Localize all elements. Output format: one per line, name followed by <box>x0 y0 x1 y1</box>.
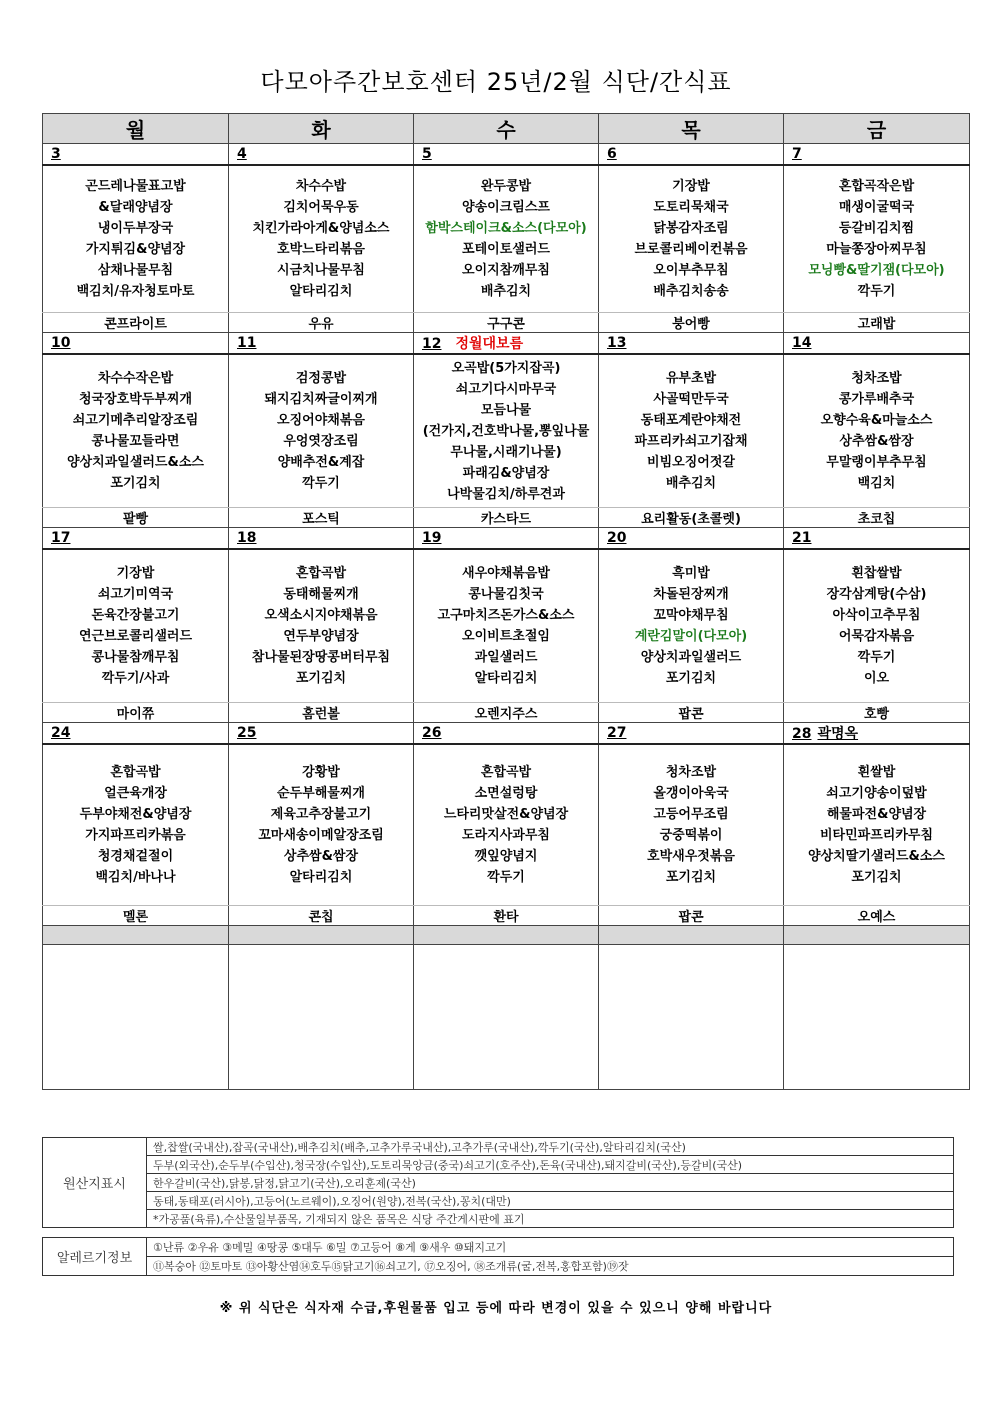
empty-cell <box>784 926 970 945</box>
menu-row <box>43 354 970 508</box>
menu-item: 콩나물꼬들라면 <box>91 434 180 449</box>
date-cell <box>784 723 970 745</box>
menu-item: 깍두기/사과 <box>101 671 170 686</box>
menu-item: 아삭이고추무침 <box>832 608 921 623</box>
date-number: 13 <box>607 335 627 351</box>
weekday-header-wed: 수 <box>414 114 599 144</box>
date-event: 곽명옥 <box>817 726 859 742</box>
menu-item: 검정콩밥 <box>295 371 347 386</box>
menu-item: 파래김&양념장 <box>462 465 550 481</box>
date-cell <box>229 333 414 355</box>
menu-cell <box>784 354 970 508</box>
empty-row <box>43 945 970 1090</box>
menu-row <box>43 165 970 313</box>
menu-item: 포기김치 <box>665 671 717 686</box>
menu-item: 양배추전&계잡 <box>277 455 365 470</box>
menu-item: 깍두기 <box>857 650 896 665</box>
snack-cell: 포스틱 <box>229 508 414 528</box>
menu-item: 참나물된장땅콩버터무침 <box>251 650 391 665</box>
snack-row <box>43 508 970 528</box>
menu-cell <box>43 744 229 906</box>
menu-item: 얼큰육개장 <box>104 786 167 801</box>
menu-item: 삼채나물무침 <box>97 263 174 278</box>
menu-item: 계란김말이(다모아) <box>634 629 748 644</box>
menu-item: 오이비트초절임 <box>462 629 550 644</box>
date-number: 14 <box>792 335 812 351</box>
menu-item: 돈육간장불고기 <box>91 608 180 623</box>
menu-item: 동태포계란야채전 <box>640 413 742 428</box>
menu-item: 모닝빵&딸기잼(다모아) <box>808 263 945 278</box>
menu-item: 시금치나물무침 <box>277 263 365 278</box>
menu-item: 호박새우젓볶음 <box>647 849 735 864</box>
menu-item: 오곡밥(5가지잡곡) <box>451 360 561 376</box>
menu-item: 백김치/유자청토마토 <box>76 284 195 299</box>
snack-cell: 팝콘 <box>599 703 784 723</box>
date-cell <box>414 333 599 355</box>
date-cell <box>43 723 229 745</box>
menu-item: 새우야채볶음밥 <box>462 566 550 581</box>
menu-item: 상추쌈&쌈장 <box>283 849 359 864</box>
date-cell <box>784 144 970 166</box>
menu-item: 오이지참깨무침 <box>462 263 550 278</box>
date-number: 24 <box>51 725 71 741</box>
menu-item: 차수수밥 <box>295 179 347 194</box>
date-cell <box>599 333 784 355</box>
menu-item: 혼합곡밥 <box>110 765 161 780</box>
menu-item: 냉이두부장국 <box>97 221 174 236</box>
weekday-header-tue: 화 <box>229 114 414 144</box>
menu-item: 사골떡만두국 <box>653 392 729 407</box>
menu-cell <box>414 549 599 703</box>
menu-item: (건가지,건호박나물,뽕잎나물 <box>422 423 590 439</box>
snack-cell: 홈런볼 <box>229 703 414 723</box>
date-number: 11 <box>237 335 257 351</box>
menu-item: 배추김치 <box>665 476 717 491</box>
date-number: 6 <box>607 146 617 162</box>
menu-cell <box>43 165 229 313</box>
menu-item: 알타리김치 <box>474 671 538 686</box>
menu-item: 유부초밥 <box>665 371 717 386</box>
menu-item: 궁중떡볶이 <box>659 828 723 843</box>
menu-item: 도토리묵채국 <box>653 200 729 215</box>
date-number: 27 <box>607 725 627 741</box>
menu-item: 청차조밥 <box>665 765 717 780</box>
date-cell <box>784 333 970 355</box>
date-number: 3 <box>51 146 61 162</box>
origin-line: *가공품(육류),수산물일부품목, 기재되지 않은 품목은 식당 주간게시판에 표기 <box>147 1210 954 1228</box>
menu-item: 무말랭이부추무침 <box>826 455 927 470</box>
menu-cell <box>43 549 229 703</box>
snack-cell: 고래밥 <box>784 313 970 333</box>
menu-item: 함박스테이크&소스(다모아) <box>425 221 587 236</box>
menu-item: 소면설렁탕 <box>474 786 538 801</box>
menu-item: 제육고추장불고기 <box>270 807 372 822</box>
menu-item: 깻잎양념지 <box>474 849 538 864</box>
menu-cell <box>229 549 414 703</box>
menu-item: 포기김치 <box>110 476 161 491</box>
snack-cell: 구구콘 <box>414 313 599 333</box>
weekday-header-thu: 목 <box>599 114 784 144</box>
menu-item: 이오 <box>863 671 890 686</box>
menu-item: 기장밥 <box>672 179 710 194</box>
snack-cell: 오예스 <box>784 906 970 926</box>
menu-item: 과일샐러드 <box>474 650 538 665</box>
empty-cell <box>229 926 414 945</box>
menu-item: 양상치과일샐러드&소스 <box>67 455 204 470</box>
origin-line: 쌀,찹쌀(국내산),잡곡(국내산),배추김치(배추,고추가루국내산),고추가루(국내산),깍두기(국산),알타리김치(국산) <box>147 1138 954 1156</box>
date-row <box>43 144 970 166</box>
menu-item: 배추김치송송 <box>653 284 729 299</box>
menu-item: 브로콜리베이컨볶음 <box>634 242 748 257</box>
menu-item: 호박느타리볶음 <box>277 242 365 257</box>
date-cell <box>784 528 970 550</box>
menu-item: 혼합곡밥 <box>295 566 347 581</box>
date-number: 25 <box>237 725 257 741</box>
menu-item: 오향수육&마늘소스 <box>820 413 933 428</box>
menu-item: 연두부양념장 <box>283 629 359 644</box>
menu-item: 해물파전&양념장 <box>826 807 927 822</box>
menu-cell <box>414 165 599 313</box>
menu-item: 콩나물참깨무침 <box>91 650 180 665</box>
snack-cell: 환타 <box>414 906 599 926</box>
date-cell <box>414 723 599 745</box>
menu-item: 돼지김치짜글이찌개 <box>264 392 378 407</box>
menu-item: 양송이크림스프 <box>462 200 550 215</box>
empty-cell <box>414 926 599 945</box>
menu-item: 양상치딸기샐러드&소스 <box>808 849 945 864</box>
origin-line: 두부(외국산),순두부(수입산),청국장(수입산),도토리묵앙금(중국)쇠고기(호주산),돈육(국내산),돼지갈비(국산),등갈비(국산) <box>147 1156 954 1174</box>
menu-cell <box>599 549 784 703</box>
date-number: 18 <box>237 530 257 546</box>
date-number: 20 <box>607 530 627 546</box>
empty-cell <box>43 926 229 945</box>
menu-cell <box>784 744 970 906</box>
menu-item: 청차조밥 <box>851 371 902 386</box>
date-cell <box>599 528 784 550</box>
date-number: 17 <box>51 530 71 546</box>
date-cell <box>43 528 229 550</box>
date-cell <box>229 144 414 166</box>
date-number: 10 <box>51 335 71 351</box>
menu-item: 우엉엿장조림 <box>283 434 359 449</box>
menu-item: 동태해물찌개 <box>283 587 359 602</box>
date-event: 정월대보름 <box>455 336 524 352</box>
menu-item: 치킨가라아게&양념소스 <box>252 221 390 236</box>
snack-cell: 마이쮸 <box>43 703 229 723</box>
date-number: 12 <box>422 336 442 352</box>
date-cell <box>414 144 599 166</box>
date-number: 7 <box>792 146 802 162</box>
menu-item: 백김치 <box>857 476 896 491</box>
snack-cell: 호빵 <box>784 703 970 723</box>
menu-item: 깍두기 <box>857 284 896 299</box>
snack-row <box>43 906 970 926</box>
allergy-line: ①난류 ②우유 ③메밀 ④땅콩 ⑤대두 ⑥밀 ⑦고등어 ⑧게 ⑨새우 ⑩돼지고기 <box>147 1238 954 1257</box>
snack-row <box>43 313 970 333</box>
menu-item: 고등어무조림 <box>653 807 729 822</box>
menu-item: 강황밥 <box>302 765 340 780</box>
menu-cell <box>599 165 784 313</box>
date-cell <box>599 144 784 166</box>
menu-item: 기장밥 <box>116 566 155 581</box>
menu-item: 비빔오징어젓갈 <box>647 455 735 470</box>
origin-label: 원산지표시 <box>43 1138 147 1228</box>
menu-item: 차돌된장찌개 <box>653 587 729 602</box>
menu-item: 포테이토샐러드 <box>462 242 550 257</box>
allergy-line: ⑪복숭아 ⑫토마토 ⑬아황산염⑭호두⑮닭고기⑯쇠고기, ⑰오징어, ⑱조개류(굴,전복,홍합포함)⑲잣 <box>147 1257 954 1276</box>
menu-item: &달래양념장 <box>98 200 173 215</box>
empty-cell <box>43 945 229 1090</box>
menu-item: 상추쌈&쌈장 <box>839 434 914 449</box>
date-number: 19 <box>422 530 442 546</box>
empty-cell <box>414 945 599 1090</box>
snack-cell: 붕어빵 <box>599 313 784 333</box>
date-number: 28 <box>792 726 812 742</box>
menu-item: 흰찹쌀밥 <box>851 566 902 581</box>
date-row <box>43 723 970 745</box>
menu-row <box>43 744 970 906</box>
menu-item: 포기김치 <box>851 870 902 885</box>
menu-item: 차수수작은밥 <box>97 371 174 386</box>
origin-line: 동태,동태포(러시아),고등어(노르웨이),오징어(원양),전복(국산),꽁치(대만) <box>147 1192 954 1210</box>
snack-cell: 우유 <box>229 313 414 333</box>
empty-cell <box>599 945 784 1090</box>
menu-item: 쇠고기다시마무국 <box>455 381 557 397</box>
menu-item: 청국장호박두부찌개 <box>78 392 193 407</box>
menu-table <box>42 113 970 1090</box>
menu-cell <box>784 165 970 313</box>
menu-item: 혼합곡밥 <box>480 765 532 780</box>
menu-item: 혼합곡작은밥 <box>838 179 915 194</box>
menu-item: 어묵감자볶음 <box>838 629 915 644</box>
allergy-label: 알레르기정보 <box>43 1238 147 1276</box>
snack-cell: 요리활동(초콜렛) <box>599 508 784 528</box>
menu-item: 양상치과일샐러드 <box>640 650 742 665</box>
menu-item: 꼬막야채무침 <box>653 608 729 623</box>
menu-item: 포기김치 <box>295 671 347 686</box>
menu-cell <box>229 744 414 906</box>
menu-item: 콩나물김칫국 <box>468 587 544 602</box>
snack-cell: 카스타드 <box>414 508 599 528</box>
menu-item: 청경채겉절이 <box>97 849 174 864</box>
notice-text: ※ 위 식단은 식자재 수급,후원물품 입고 등에 따라 변경이 있을 수 있으니 양해 바랍니다 <box>219 1301 773 1316</box>
menu-item: 무나물,시래기나물) <box>450 444 562 460</box>
date-cell <box>229 723 414 745</box>
menu-item: 두부야채전&양념장 <box>79 807 192 822</box>
menu-item: 쇠고기양송이덮밥 <box>826 786 927 801</box>
empty-header-row <box>43 926 970 945</box>
menu-item: 알타리김치 <box>289 284 353 299</box>
menu-item: 곤드레나물표고밥 <box>85 179 186 194</box>
menu-item: 고구마치즈돈가스&소스 <box>437 608 575 623</box>
date-cell <box>414 528 599 550</box>
menu-item: 모듬나물 <box>480 402 532 418</box>
date-number: 5 <box>422 146 432 162</box>
snack-row <box>43 703 970 723</box>
menu-item: 가지파프리카볶음 <box>85 828 186 843</box>
menu-item: 비타민파프리카무침 <box>819 828 934 843</box>
menu-item: 완두콩밥 <box>480 179 532 194</box>
menu-item: 오색소시지야채볶음 <box>264 608 378 623</box>
date-number: 4 <box>237 146 247 162</box>
origin-table <box>42 1137 954 1228</box>
menu-item: 연근브로콜리샐러드 <box>78 629 193 644</box>
empty-cell <box>229 945 414 1090</box>
empty-cell <box>599 926 784 945</box>
empty-cell <box>784 945 970 1090</box>
snack-cell: 오렌지주스 <box>414 703 599 723</box>
menu-item: 매생이굴떡국 <box>838 200 915 215</box>
menu-item: 장각삼계탕(수삼) <box>826 587 927 602</box>
menu-item: 백김치/바나나 <box>95 870 176 885</box>
menu-cell <box>599 744 784 906</box>
menu-item: 가지튀김&양념장 <box>85 242 186 257</box>
menu-cell <box>599 354 784 508</box>
menu-item: 올갱이아욱국 <box>653 786 729 801</box>
menu-item: 흰쌀밥 <box>857 765 896 780</box>
menu-item: 오징어야채볶음 <box>277 413 365 428</box>
snack-cell: 콘칩 <box>229 906 414 926</box>
page-title: 다모아주간보호센터 25년/2월 식단/간식표 <box>260 68 732 96</box>
menu-cell <box>784 549 970 703</box>
menu-item: 흑미밥 <box>672 566 710 581</box>
menu-item: 배추김치 <box>480 284 532 299</box>
snack-cell: 멜론 <box>43 906 229 926</box>
menu-item: 깍두기 <box>302 476 340 491</box>
allergy-table <box>42 1237 954 1276</box>
snack-cell: 팥빵 <box>43 508 229 528</box>
weekday-header-row <box>43 114 970 144</box>
menu-item: 닭봉감자조림 <box>653 221 729 236</box>
menu-item: 도라지사과무침 <box>462 828 550 843</box>
menu-item: 순두부해물찌개 <box>277 786 365 801</box>
weekday-header-mon: 월 <box>43 114 229 144</box>
menu-item: 느타리맛살전&양념장 <box>443 807 569 822</box>
date-cell <box>599 723 784 745</box>
menu-item: 쇠고기메추리알장조림 <box>72 413 199 428</box>
menu-item: 콩가루배추국 <box>838 392 915 407</box>
menu-cell <box>414 744 599 906</box>
date-number: 21 <box>792 530 812 546</box>
menu-item: 포기김치 <box>665 870 717 885</box>
snack-cell: 콘프라이트 <box>43 313 229 333</box>
menu-row <box>43 549 970 703</box>
menu-cell <box>229 354 414 508</box>
menu-item: 꼬마새송이메알장조림 <box>258 828 384 843</box>
date-cell <box>43 333 229 355</box>
menu-item: 나박물김치/하루견과 <box>447 486 565 502</box>
menu-item: 김치어묵우동 <box>283 200 359 215</box>
snack-cell: 초코칩 <box>784 508 970 528</box>
date-row <box>43 528 970 550</box>
date-row <box>43 333 970 355</box>
menu-item: 오이부추무침 <box>653 263 729 278</box>
menu-cell <box>229 165 414 313</box>
menu-item: 등갈비김치찜 <box>838 221 915 236</box>
menu-item: 파프리카쇠고기잡채 <box>634 434 748 449</box>
snack-cell: 팝콘 <box>599 906 784 926</box>
weekday-header-fri: 금 <box>784 114 970 144</box>
date-cell <box>43 144 229 166</box>
menu-item: 알타리김치 <box>289 870 353 885</box>
date-cell <box>229 528 414 550</box>
origin-line: 한우갈비(국산),닭봉,닭정,닭고기(국산),오리훈제(국산) <box>147 1174 954 1192</box>
menu-item: 쇠고기미역국 <box>97 587 174 602</box>
menu-cell <box>43 354 229 508</box>
menu-cell <box>414 354 599 508</box>
menu-item: 마늘쫑장아찌무침 <box>826 242 927 257</box>
menu-item: 깍두기 <box>487 870 525 885</box>
date-number: 26 <box>422 725 442 741</box>
